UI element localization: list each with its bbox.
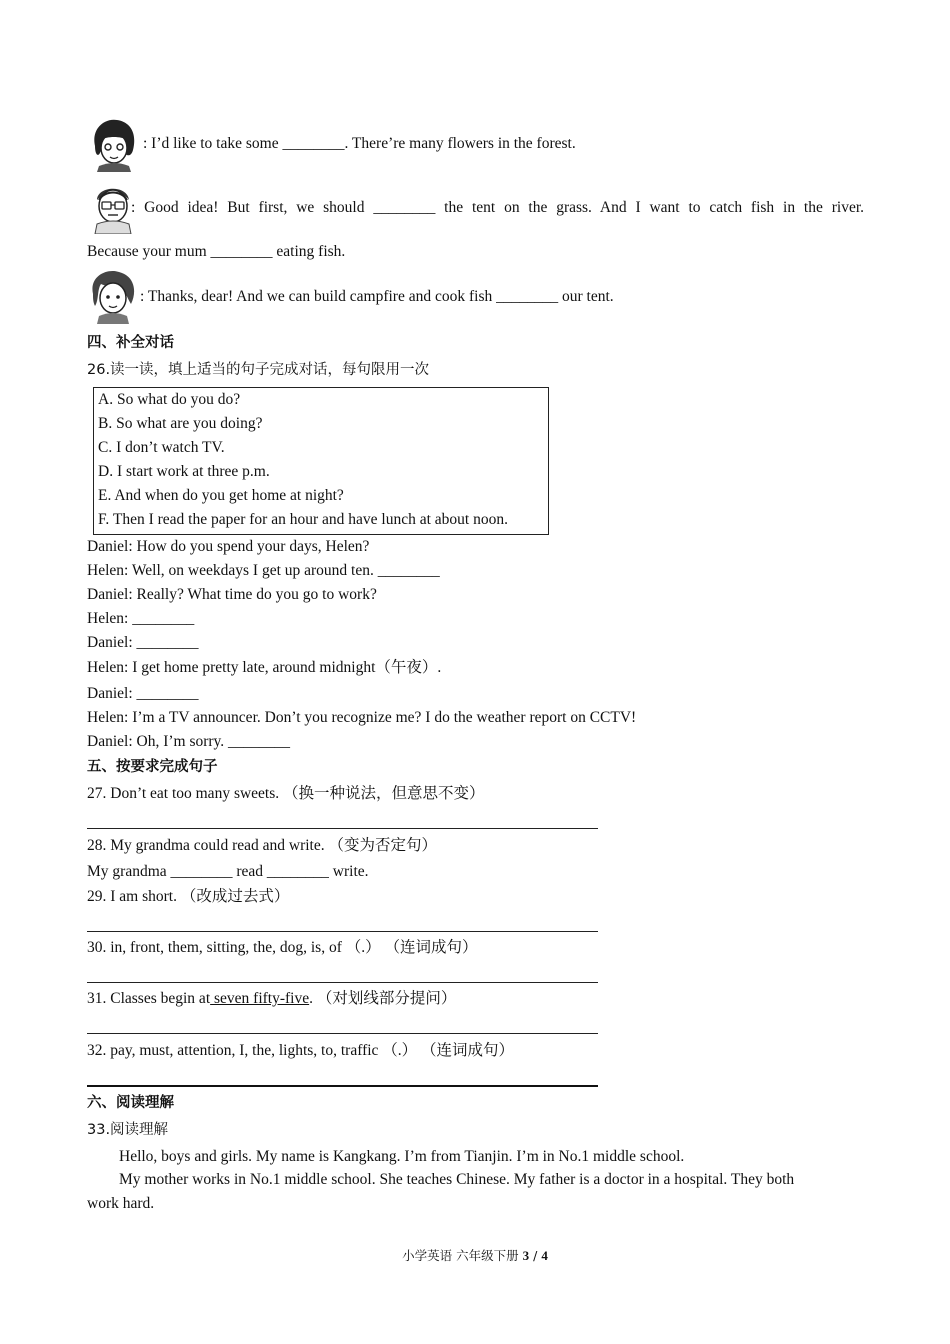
question-27: 27. Don’t eat too many sweets. （换一种说法，但意思不变）	[87, 785, 485, 802]
option-f: F. Then I read the paper for an hour and have lunch at about noon.	[98, 511, 508, 528]
footer-separator: /	[533, 1248, 538, 1263]
dialogue-row: Helen: I’m a TV announcer. Don’t you recognize me? I do the weather report on CCTV!	[87, 709, 637, 726]
question-32: 32. pay, must, attention, I, the, lights, to, traffic （.） （连词成句）	[87, 1042, 515, 1059]
answer-line-31[interactable]	[87, 1033, 598, 1034]
question-31	[87, 989, 456, 1009]
page-footer	[0, 1246, 950, 1264]
section-5-heading: 五、按要求完成句子	[87, 759, 218, 775]
question-26	[87, 360, 429, 380]
option-a: A. So what do you do?	[98, 391, 241, 408]
question-26-text: 26.读一读，填上适当的句子完成对话，每句限用一次	[87, 362, 430, 378]
option-b: B. So what are you doing?	[98, 415, 263, 432]
option-c: C. I don’t watch TV.	[98, 439, 225, 456]
dialogue-row: Daniel: ________	[87, 634, 199, 651]
woman-avatar-icon	[87, 268, 139, 324]
question-29: 29. I am short. （改成过去式）	[87, 888, 290, 905]
answer-line-30[interactable]	[87, 982, 598, 983]
question-30: 30. in, front, them, sitting, the, dog, is, of （.） （连词成句）	[87, 939, 478, 956]
dialogue-row: Daniel: ________	[87, 685, 199, 702]
question-33	[87, 1120, 168, 1140]
options-box	[93, 387, 549, 535]
dialogue-row: Daniel: How do you spend your days, Helen?	[87, 538, 370, 555]
dialogue-row: Daniel: Really? What time do you go to work?	[87, 586, 377, 603]
question-28-answer: My grandma ________ read ________ write.	[87, 863, 369, 880]
dialogue-line-3: : Thanks, dear! And we can build campfire and cook fish ________ our tent.	[140, 288, 614, 305]
option-d: D. I start work at three p.m.	[98, 463, 270, 480]
dialogue-line-1: : I’d like to take some ________. There’re many flowers in the forest.	[143, 135, 576, 152]
dialogue-row: Helen: Well, on weekdays I get up around ten. ________	[87, 562, 440, 579]
dialogue-line-2b: Because your mum ________ eating fish.	[87, 243, 346, 260]
dialogue-line-2a: : Good idea! But first, we should ________ the tent on the grass. And I want to catch fish in the river.	[131, 199, 864, 216]
reading-paragraph-2a: My mother works in No.1 middle school. She teaches Chinese. My father is a doctor in a hospital. They both	[119, 1171, 795, 1188]
option-e: E. And when do you get home at night?	[98, 487, 344, 504]
answer-line-32[interactable]	[87, 1085, 598, 1087]
reading-paragraph-1: Hello, boys and girls. My name is Kangkang. I’m from Tianjin. I’m in No.1 middle school.	[119, 1148, 685, 1165]
question-31-underlined: seven fifty-five	[210, 990, 310, 1007]
dialogue-row: Helen: I get home pretty late, around midnight（午夜）.	[87, 659, 442, 676]
answer-line-27[interactable]	[87, 828, 598, 829]
reading-paragraph-2b: work hard.	[87, 1195, 155, 1212]
footer-total-pages: 4	[541, 1248, 548, 1263]
question-31-prefix: 31. Classes begin at	[87, 990, 211, 1007]
section-6-heading: 六、阅读理解	[87, 1095, 174, 1111]
answer-line-29[interactable]	[87, 931, 598, 932]
dialogue-row: Helen: ________	[87, 610, 195, 627]
question-33-text: 33.阅读理解	[87, 1122, 169, 1138]
question-31-suffix: . （对划线部分提问）	[309, 990, 457, 1007]
section-4-heading: 四、补全对话	[87, 335, 174, 351]
dialogue-row: Daniel: Oh, I’m sorry. ________	[87, 733, 291, 750]
footer-page-number: 3	[522, 1248, 530, 1263]
question-28: 28. My grandma could read and write. （变为否定句）	[87, 837, 437, 854]
girl-avatar-icon	[87, 116, 139, 172]
footer-text: 小学英语 六年级下册	[402, 1248, 519, 1263]
